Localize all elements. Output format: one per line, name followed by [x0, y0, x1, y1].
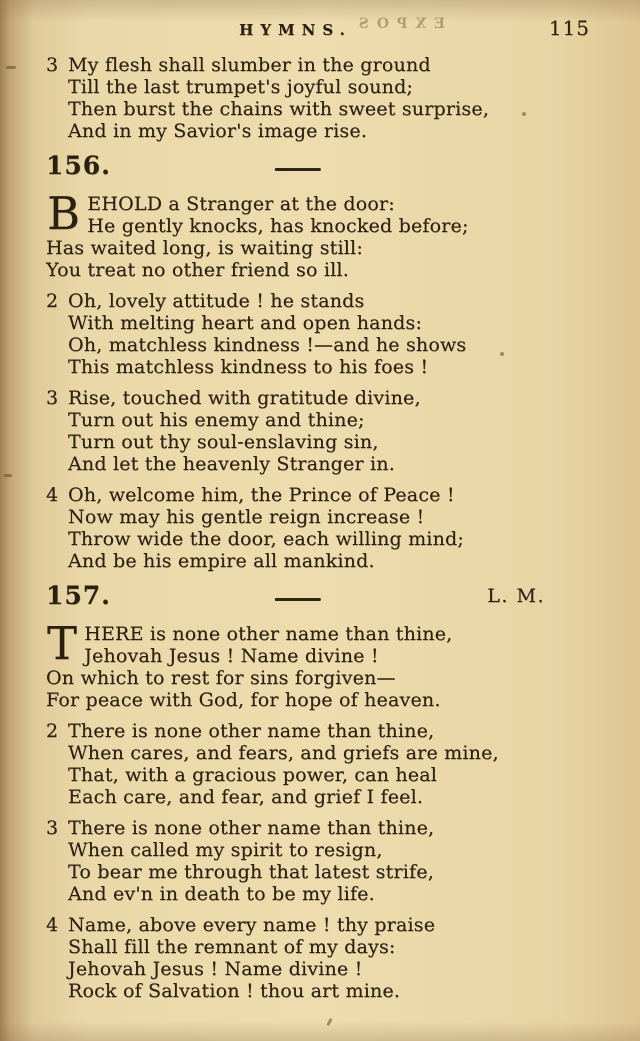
- hymn-number: 157.: [46, 581, 111, 610]
- verse-line: And in my Savior's image rise.: [68, 120, 368, 142]
- scan-speck: [6, 66, 16, 69]
- verse-line: Throw wide the door, each willing mind;: [68, 528, 464, 550]
- verse-line: For peace with God, for hope of heaven.: [46, 689, 441, 711]
- verse-line: Oh, matchless kindness !—and he shows: [68, 334, 467, 356]
- verse-line: Rock of Salvation ! thou art mine.: [68, 980, 401, 1002]
- stanza: [46, 914, 545, 1002]
- meter-label: L. M.: [487, 585, 545, 607]
- verse-line: Oh, welcome him, the Prince of Peace !: [68, 484, 455, 506]
- verse-line: Then burst the chains with sweet surprise,: [68, 98, 490, 120]
- verse-number: 4: [46, 914, 59, 936]
- verse-line: That, with a gracious power, can heal: [68, 764, 438, 786]
- scan-speck: [326, 1018, 332, 1026]
- divider-rule: [274, 168, 320, 171]
- verse-line: Jehovah Jesus ! Name divine !: [84, 645, 379, 667]
- verse-line: Rise, touched with gratitude divine,: [68, 387, 421, 409]
- verse-number: 2: [46, 720, 59, 742]
- hymn-number: 156.: [46, 151, 111, 180]
- scan-speck: [4, 474, 12, 477]
- verse-line: You treat no other friend so ill.: [46, 259, 349, 281]
- stanza: [46, 484, 545, 572]
- stanza: [46, 817, 545, 905]
- verse-line: And let the heavenly Stranger in.: [68, 453, 395, 475]
- verse-line: My flesh shall slumber in the ground: [68, 54, 431, 76]
- verse-line: And ev'n in death to be my life.: [68, 883, 375, 905]
- verse-line: Has waited long, is waiting still:: [46, 237, 363, 259]
- page-number: 115: [548, 16, 590, 40]
- stanza: [46, 290, 545, 378]
- verse-line: EHOLD a Stranger at the door:: [87, 193, 395, 215]
- verse-number: 3: [46, 387, 59, 409]
- verse-line: Turn out thy soul-enslaving sin,: [68, 431, 379, 453]
- drop-cap: T: [47, 617, 78, 670]
- page-header: [46, 14, 590, 44]
- verse-line: There is none other name than thine,: [68, 817, 435, 839]
- hymn-156-heading: [46, 151, 545, 185]
- stanza: [46, 617, 545, 711]
- divider-rule: [274, 598, 320, 601]
- verse-line: Oh, lovely attitude ! he stands: [68, 290, 365, 312]
- hymn-157-heading: [46, 581, 545, 615]
- verse-line: And be his empire all mankind.: [68, 550, 375, 572]
- verse-line: With melting heart and open hands:: [68, 312, 423, 334]
- drop-cap: B: [47, 187, 81, 240]
- verse-line: This matchless kindness to his foes !: [68, 356, 429, 378]
- verse-number: 2: [46, 290, 59, 312]
- verse-line: He gently knocks, has knocked before;: [87, 215, 469, 237]
- verse-line: Now may his gentle reign increase !: [68, 506, 425, 528]
- verse-line: To bear me through that latest strife,: [68, 861, 434, 883]
- bleed-through-text: EXPOS: [350, 16, 445, 32]
- verse-line: There is none other name than thine,: [68, 720, 435, 742]
- scan-speck: [522, 112, 526, 116]
- page-header-title: HYMNS.: [239, 21, 352, 39]
- stanza: [46, 187, 545, 281]
- verse-line: Name, above every name ! thy praise: [68, 914, 436, 936]
- stanza-continuation: [46, 54, 545, 142]
- verse-number: 3: [46, 817, 59, 839]
- verse-line: Turn out his enemy and thine;: [68, 409, 365, 431]
- verse-line: Till the last trumpet's joyful sound;: [68, 76, 414, 98]
- verse-line: When called my spirit to resign,: [68, 839, 383, 861]
- verse-number: 4: [46, 484, 59, 506]
- stanza: [46, 387, 545, 475]
- verse-line: When cares, and fears, and griefs are mine,: [68, 742, 499, 764]
- verse-line: On which to rest for sins forgiven—: [46, 667, 396, 689]
- verse-number: 3: [46, 54, 59, 76]
- stanza: [46, 720, 545, 808]
- verse-line: Each care, and fear, and grief I feel.: [68, 786, 424, 808]
- verse-line: Shall fill the remnant of my days:: [68, 936, 396, 958]
- scan-speck: [500, 352, 504, 356]
- verse-line: Jehovah Jesus ! Name divine !: [68, 958, 363, 980]
- verse-line: HERE is none other name than thine,: [84, 623, 453, 645]
